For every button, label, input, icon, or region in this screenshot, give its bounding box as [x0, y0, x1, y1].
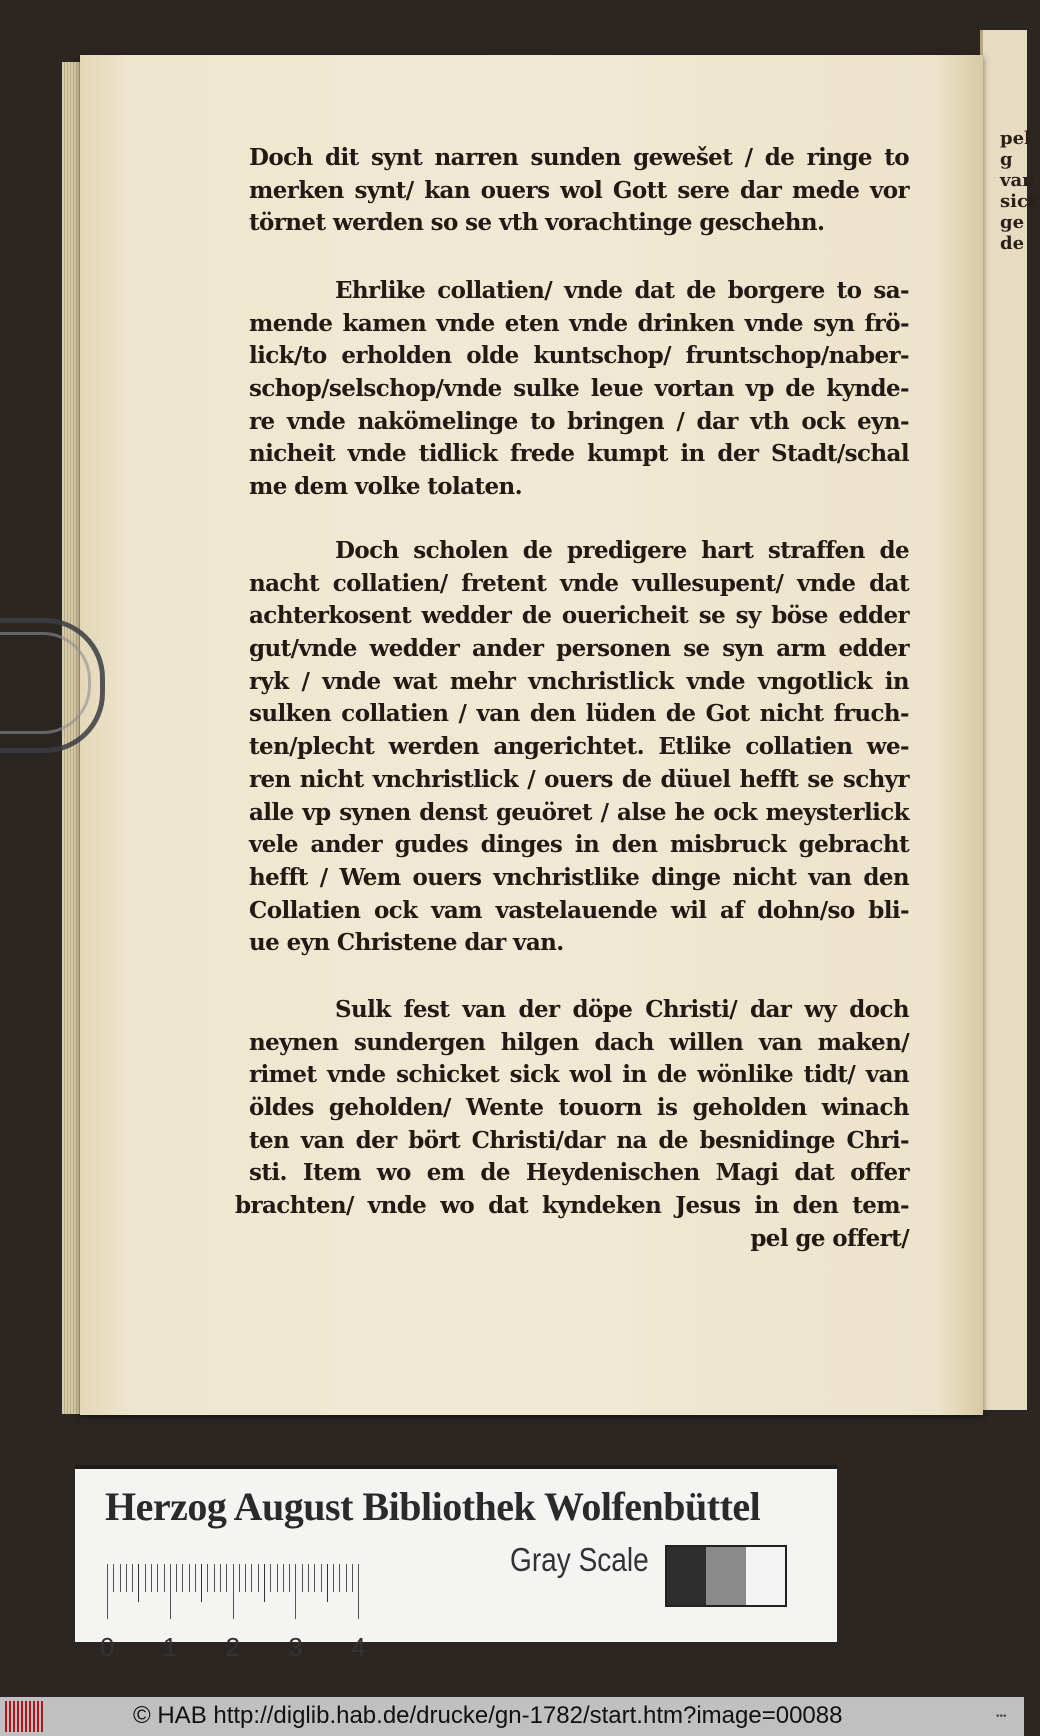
ruler-tick	[289, 1564, 290, 1592]
gray-swatch	[667, 1547, 706, 1605]
ruler-tick	[138, 1564, 139, 1602]
ruler-label: 4	[351, 1632, 366, 1662]
text-line: Sulk fest van der döpe Christi/ dar wy doch	[335, 996, 909, 1023]
gray-scale-swatches	[665, 1545, 787, 1607]
text-line: achterkosent wedder de ouericheit se sy böse edder	[249, 602, 909, 630]
text-line: Doch scholen de predigere hart straffen de	[335, 537, 909, 564]
ruler-tick	[132, 1564, 133, 1592]
text-line: öldes geholden/ Wente touorn is geholden winach	[249, 1094, 909, 1122]
text-line: ten van der bört Christi/dar na de besnidinge Chri-	[249, 1126, 909, 1154]
ruler	[100, 1549, 366, 1662]
ruler-tick	[214, 1564, 215, 1592]
ruler-tick	[251, 1564, 252, 1592]
ruler-tick	[145, 1564, 146, 1592]
gray-swatch	[706, 1547, 745, 1605]
ruler-tick	[346, 1564, 347, 1592]
ruler-tick	[164, 1564, 165, 1592]
fragment: sick	[1000, 191, 1040, 212]
ruler-label: 1	[162, 1632, 178, 1662]
text-line: ue eyn Christene dar van.	[249, 929, 564, 957]
ruler-tick	[258, 1564, 259, 1592]
text-line: sti. Item wo em de Heydenischen Magi dat offer	[249, 1159, 909, 1187]
ruler-tick	[113, 1564, 114, 1592]
paragraph	[235, 994, 909, 1256]
ruler-tick	[233, 1564, 234, 1619]
ruler-tick	[283, 1564, 284, 1592]
ruler-tick	[120, 1564, 121, 1592]
ruler-tick	[195, 1564, 196, 1592]
text-line: mende kamen vnde eten vnde drinken vnde syn frö-	[249, 309, 909, 337]
ruler-tick	[358, 1564, 359, 1619]
ruler-label: 0	[100, 1632, 115, 1662]
paragraph	[249, 275, 909, 504]
ruler-tick	[308, 1564, 309, 1592]
text-line: Doch dit synt narren sunden gewešet / de ringe to	[249, 144, 909, 171]
footer-bar	[0, 1697, 1024, 1736]
text-line: Ehrlike collatien/ vnde dat de borgere to sa-	[335, 277, 909, 304]
ruler-tick	[226, 1564, 227, 1592]
text-line: Collatien ock vam vastelauende wil af dohn/so bli-	[249, 896, 909, 924]
ruler-tick	[339, 1564, 340, 1592]
ruler-tick	[295, 1564, 296, 1619]
text-line: lick/to erholden olde kuntschop/ fruntschop/naber-	[249, 342, 909, 370]
text-line: alle vp synen denst geuöret / alse he ock meysterlick	[249, 798, 909, 826]
text-line: ryk / vnde wat mehr vnchristlick vnde vngotlick in	[249, 667, 909, 695]
text-line: merken synt/ kan ouers wol Gott sere dar mede vor	[249, 176, 909, 204]
ruler-tick	[126, 1564, 127, 1592]
text-line: vele ander gudes dinges in den misbruck gebracht	[249, 831, 909, 859]
text-line: törnet werden so se vth vorachtinge geschehn.	[249, 209, 825, 237]
fragment: van	[1000, 170, 1036, 191]
facing-page-text	[1000, 128, 1040, 254]
text-line: brachten/ vnde wo dat kyndeken Jesus in den tem-	[235, 1192, 909, 1220]
ruler-tick	[277, 1564, 278, 1592]
ruler-tick	[176, 1564, 177, 1592]
permalink[interactable]: © HAB http://diglib.hab.de/drucke/gn-1782/start.htm?image=00088	[133, 1702, 843, 1729]
ruler-tick	[182, 1564, 183, 1592]
fragment: ge	[1000, 212, 1025, 233]
gray-swatch	[746, 1547, 785, 1605]
text-line: ten/plecht werden angerichtet. Etlike collatien we-	[249, 733, 909, 761]
color-card	[75, 1465, 837, 1662]
gray-scale-label: Gray Scale	[510, 1541, 649, 1578]
ruler-tick	[201, 1564, 202, 1602]
text-line: rimet vnde schicket sick wol in de wönlike tidt/ van	[249, 1061, 909, 1089]
text-line: gut/vnde wedder ander personen se syn arm edder	[249, 635, 909, 663]
ruler-tick	[239, 1564, 240, 1592]
text-line: pel ge offert/	[750, 1224, 909, 1252]
ruler-tick	[270, 1564, 271, 1592]
hab-logo-icon	[5, 1701, 45, 1732]
ruler-tick	[151, 1564, 152, 1592]
ruler-tick	[302, 1564, 303, 1592]
text-line: schop/selschop/vnde sulke leue vortan vp de kynde-	[249, 375, 909, 403]
fragment: pel g	[1000, 128, 1031, 170]
ruler-tick	[352, 1564, 353, 1592]
ruler-tick	[264, 1564, 265, 1602]
ruler-tick	[321, 1564, 322, 1592]
paragraph	[249, 142, 909, 240]
text-line: sulken collatien / van den lüden de Got nicht fruch-	[249, 700, 909, 728]
text-line: re vnde nakömelinge to bringen / dar vth ock eyn-	[249, 407, 909, 435]
ruler-tick	[333, 1564, 334, 1592]
text-line: me dem volke tolaten.	[249, 473, 523, 501]
ruler-tick	[189, 1564, 190, 1592]
fragment: de	[1000, 233, 1025, 254]
ruler-tick	[327, 1564, 328, 1602]
ruler-tick	[207, 1564, 208, 1592]
ruler-label: 2	[225, 1632, 241, 1662]
text-line: neynen sundergen hilgen dach willen van maken/	[249, 1028, 909, 1056]
ruler-tick	[157, 1564, 158, 1592]
ruler-tick	[245, 1564, 246, 1592]
text-line: nacht collatien/ fretent vnde vullesupent/ vnde dat	[249, 569, 909, 597]
ruler-tick	[170, 1564, 171, 1619]
paragraph	[249, 535, 909, 960]
text-line: hefft / Wem ouers vnchristlike dinge nicht van den	[249, 863, 909, 891]
binder-clip-inner	[0, 632, 91, 734]
ruler-tick	[314, 1564, 315, 1592]
ruler-label: 3	[288, 1632, 303, 1662]
text-line: nicheit vnde tidlick frede kumpt in der Stadt/schal	[249, 440, 909, 468]
more-menu-icon[interactable]: •••	[996, 1711, 1007, 1722]
ruler-tick	[107, 1564, 108, 1619]
text-line: ren nicht vnchristlick / ouers de düuel hefft se schyr	[249, 765, 909, 793]
card-title: Herzog August Bibliothek Wolfenbüttel	[105, 1484, 761, 1529]
ruler-tick	[220, 1564, 221, 1592]
